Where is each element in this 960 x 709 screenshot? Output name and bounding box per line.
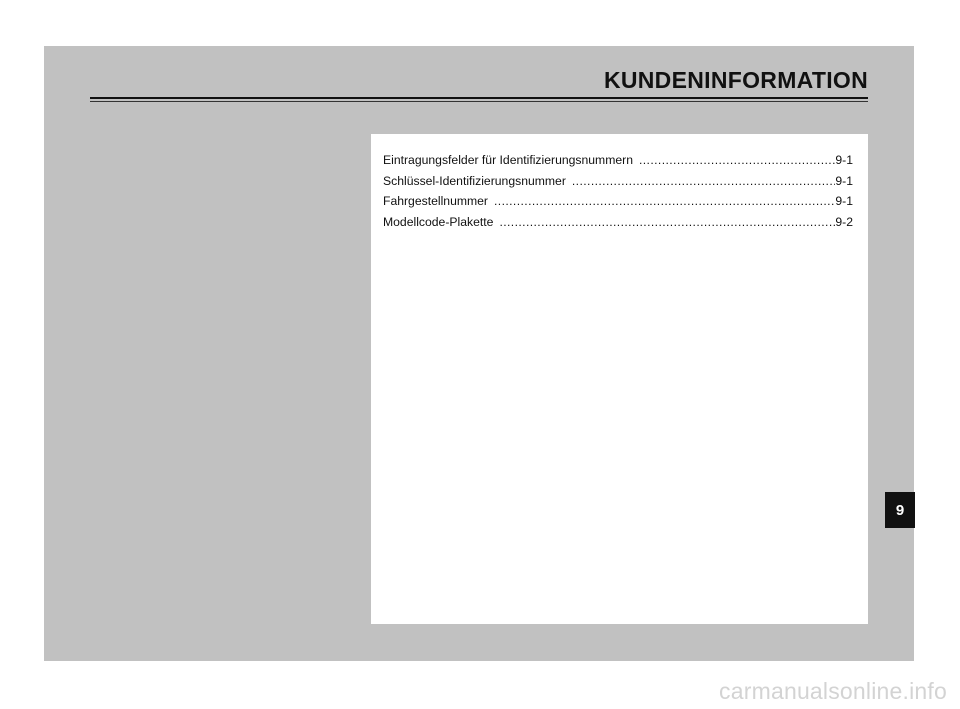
toc-entry[interactable] [383, 215, 853, 236]
toc-dot-leader [499, 215, 835, 229]
watermark-text: carmanualsonline.info [719, 678, 947, 704]
manual-page [44, 46, 914, 661]
toc-entry[interactable] [383, 194, 853, 215]
toc-entry[interactable] [383, 153, 853, 174]
header-rule-thick [90, 97, 868, 99]
page-title: KUNDENINFORMATION [603, 67, 868, 93]
header-rule-thin [90, 101, 868, 102]
chapter-tab[interactable]: 9 [885, 492, 915, 528]
toc-entry-page: 9-2 [835, 214, 853, 229]
toc-entry-page: 9-1 [835, 194, 853, 208]
toc-dot-leader [494, 194, 835, 208]
toc-entry-title: Schlüssel-Identifizierungsnummer [383, 173, 566, 188]
toc-list [383, 153, 853, 235]
toc-entry-page: 9-1 [835, 153, 853, 167]
toc-entry-title: Eintragungsfelder für Identifizierungsnummern [383, 153, 633, 167]
toc-entry[interactable] [383, 174, 853, 195]
toc-entry-title: Fahrgestellnummer [383, 194, 488, 208]
toc-entry-title: Modellcode-Plakette [383, 214, 494, 229]
toc-dot-leader [572, 174, 835, 188]
toc-dot-leader [639, 153, 835, 167]
toc-panel [371, 134, 868, 624]
toc-entry-page: 9-1 [835, 173, 853, 188]
